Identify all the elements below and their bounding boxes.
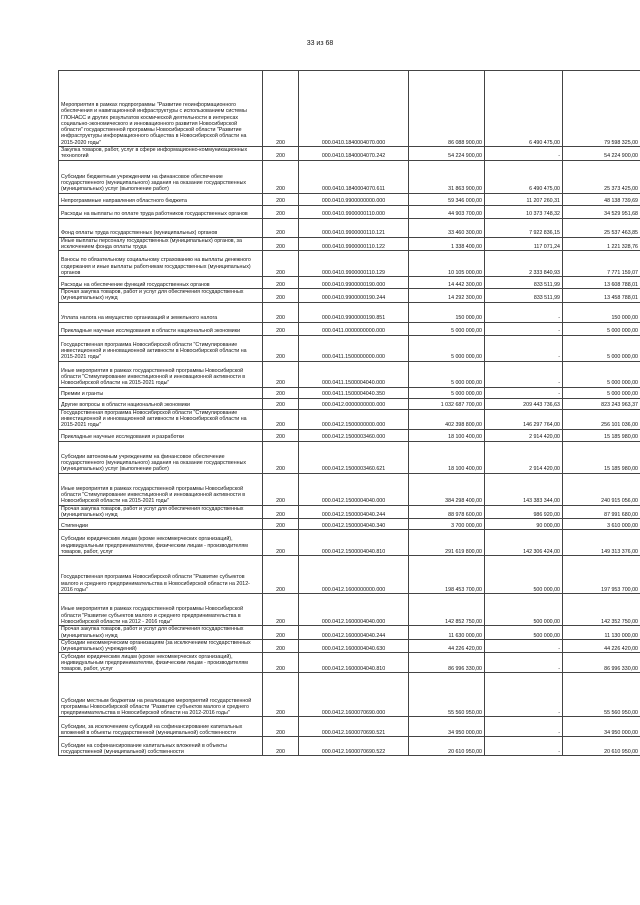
row-executed-amount: 833 511,99 [485, 277, 563, 289]
row-executed-amount: - [485, 639, 563, 653]
table-row [59, 218, 640, 237]
row-executed-amount: - [485, 302, 563, 322]
row-name: Взносы по обязательному социальному страхованию на выплаты денежного содержания и иные выплаты работникам государственных (муниципальных) органов [59, 251, 263, 277]
row-budget-code: 000.0410.9900000110.000 [299, 205, 409, 218]
row-remaining-amount: 240 915 056,00 [563, 473, 640, 505]
table-row [59, 398, 640, 409]
table-row [59, 639, 640, 653]
row-admin-code: 200 [263, 322, 299, 335]
row-budget-code: 000.0412.1600000000.000 [299, 556, 409, 594]
row-executed-amount: 6 490 475,00 [485, 160, 563, 193]
row-remaining-amount: 142 352 750,00 [563, 594, 640, 626]
row-admin-code: 200 [263, 71, 299, 147]
row-budget-code: 000.0410.9900000000.000 [299, 193, 409, 205]
row-name: Стипендии [59, 519, 263, 530]
row-name: Непрограммные направления областного бюджета [59, 193, 263, 205]
table-row [59, 530, 640, 556]
row-budget-code: 000.0410.1840004070.000 [299, 71, 409, 147]
row-admin-code: 200 [263, 335, 299, 361]
row-budget-code: 000.0412.1500003460.621 [299, 441, 409, 473]
table-row [59, 205, 640, 218]
row-executed-amount: - [485, 335, 563, 361]
row-approved-amount: 5 000 000,00 [409, 335, 485, 361]
row-budget-code: 000.0410.1840004070.611 [299, 160, 409, 193]
row-budget-code: 000.0412.1600070690.521 [299, 717, 409, 737]
row-remaining-amount: 48 138 739,69 [563, 193, 640, 205]
row-executed-amount: 209 443 736,63 [485, 398, 563, 409]
table-row [59, 302, 640, 322]
row-budget-code: 000.0410.1840004070.242 [299, 147, 409, 161]
row-name: Государственная программа Новосибирской области "Развитие субъектов малого и среднего предпринимательства в Новосибирской области на 2012-2016 годы" [59, 556, 263, 594]
row-approved-amount: 55 560 950,00 [409, 673, 485, 717]
row-budget-code: 000.0412.1500003460.000 [299, 429, 409, 441]
row-name: Субсидии местным бюджетам на реализацию мероприятий государственной программы Новосибирской области "Развитие субъектов малого и среднего предпринимательства в Новосибирской области на 2012-2016 годы" [59, 673, 263, 717]
row-name: Закупка товаров, работ, услуг в сфере информационно-коммуникационных технологий [59, 147, 263, 161]
table-row [59, 335, 640, 361]
row-remaining-amount: 5 000 000,00 [563, 322, 640, 335]
table-row [59, 387, 640, 398]
row-budget-code: 000.0412.1500004040.810 [299, 530, 409, 556]
row-admin-code: 200 [263, 218, 299, 237]
row-approved-amount: 31 863 900,00 [409, 160, 485, 193]
row-remaining-amount: 87 991 680,00 [563, 505, 640, 519]
table-row [59, 653, 640, 673]
row-approved-amount: 14 442 300,00 [409, 277, 485, 289]
row-admin-code: 200 [263, 639, 299, 653]
row-approved-amount: 5 000 000,00 [409, 322, 485, 335]
row-remaining-amount: 13 458 788,01 [563, 289, 640, 303]
row-executed-amount: 986 920,00 [485, 505, 563, 519]
row-remaining-amount: 44 226 420,00 [563, 639, 640, 653]
row-admin-code: 200 [263, 251, 299, 277]
row-admin-code: 200 [263, 717, 299, 737]
row-budget-code: 000.0412.1600004040.000 [299, 594, 409, 626]
row-approved-amount: 86 088 900,00 [409, 71, 485, 147]
row-remaining-amount: 20 610 950,00 [563, 737, 640, 756]
table-row [59, 556, 640, 594]
row-admin-code: 200 [263, 626, 299, 640]
row-executed-amount: - [485, 387, 563, 398]
row-budget-code: 000.0412.1600004040.244 [299, 626, 409, 640]
row-name: Другие вопросы в области национальной экономики [59, 398, 263, 409]
table-row [59, 717, 640, 737]
table-row [59, 441, 640, 473]
row-admin-code: 200 [263, 147, 299, 161]
row-approved-amount: 34 950 000,00 [409, 717, 485, 737]
table-row [59, 277, 640, 289]
row-budget-code: 000.0412.1600070690.000 [299, 673, 409, 717]
row-admin-code: 200 [263, 429, 299, 441]
table-row [59, 237, 640, 251]
row-approved-amount: 18 100 400,00 [409, 441, 485, 473]
row-budget-code: 000.0410.9900000110.129 [299, 251, 409, 277]
row-approved-amount: 20 610 950,00 [409, 737, 485, 756]
row-admin-code: 200 [263, 530, 299, 556]
row-admin-code: 200 [263, 205, 299, 218]
row-name: Субсидии автономным учреждениям на финансовое обеспечение государственного (муниципального) задания на оказание государственных (муниципальных) услуг (выполнение работ) [59, 441, 263, 473]
row-name: Иные выплаты персоналу государственных (муниципальных) органов, за исключением фонда оплаты труда [59, 237, 263, 251]
row-budget-code: 000.0411.1500004040.000 [299, 361, 409, 387]
row-remaining-amount: 197 953 700,00 [563, 556, 640, 594]
row-executed-amount: - [485, 361, 563, 387]
row-name: Субсидии на софинансирование капитальных вложений в объекты государственной (муниципальной) собственности [59, 737, 263, 756]
row-name: Субсидии некоммерческим организациям (за исключением государственных (муниципальных) учреждений) [59, 639, 263, 653]
row-remaining-amount: 3 610 000,00 [563, 519, 640, 530]
row-approved-amount: 5 000 000,00 [409, 361, 485, 387]
row-budget-code: 000.0412.1600004040.810 [299, 653, 409, 673]
row-approved-amount: 198 453 700,00 [409, 556, 485, 594]
table-row [59, 251, 640, 277]
row-remaining-amount: 150 000,00 [563, 302, 640, 322]
row-remaining-amount: 86 996 330,00 [563, 653, 640, 673]
row-executed-amount: 2 333 840,93 [485, 251, 563, 277]
row-approved-amount: 33 460 300,00 [409, 218, 485, 237]
table-row [59, 147, 640, 161]
table-row [59, 289, 640, 303]
row-admin-code: 200 [263, 302, 299, 322]
row-approved-amount: 150 000,00 [409, 302, 485, 322]
table-row [59, 429, 640, 441]
row-executed-amount: 6 490 475,00 [485, 71, 563, 147]
row-executed-amount: - [485, 717, 563, 737]
row-budget-code: 000.0412.1500004040.340 [299, 519, 409, 530]
row-budget-code: 000.0412.1500004040.000 [299, 473, 409, 505]
row-remaining-amount: 25 373 425,00 [563, 160, 640, 193]
row-admin-code: 200 [263, 441, 299, 473]
table-row [59, 361, 640, 387]
row-approved-amount: 11 630 000,00 [409, 626, 485, 640]
row-remaining-amount: 79 598 325,00 [563, 71, 640, 147]
row-remaining-amount: 149 313 376,00 [563, 530, 640, 556]
row-name: Мероприятия в рамках подпрограммы "Развитие геоинформационного обеспечения и навигационной инфраструктуры с использованием системы ГЛОНАСС и других результатов космической деятельности в интересах социально-экономического и инновационного развития Новосибирской области" государственной программы Новосибирской области "Развитие инфраструктуры информационного общества в Новосибирской области на 2015-2020 годы" [59, 71, 263, 147]
page-number: 33 из 68 [306, 40, 334, 47]
table-row [59, 673, 640, 717]
row-approved-amount: 10 105 000,00 [409, 251, 485, 277]
row-executed-amount: - [485, 737, 563, 756]
row-name: Уплата налога на имущество организаций и земельного налога [59, 302, 263, 322]
row-name: Иные мероприятия в рамках государственной программы Новосибирской области "Стимулирование инвестиционной и инновационной активности в Новосибирской области на 2015-2021 годы" [59, 473, 263, 505]
row-budget-code: 000.0412.0000000000.000 [299, 398, 409, 409]
row-admin-code: 200 [263, 398, 299, 409]
row-approved-amount: 18 100 400,00 [409, 429, 485, 441]
row-admin-code: 200 [263, 237, 299, 251]
row-budget-code: 000.0411.1500000000.000 [299, 335, 409, 361]
table-row [59, 71, 640, 147]
table-row [59, 737, 640, 756]
row-admin-code: 200 [263, 409, 299, 429]
row-budget-code: 000.0410.9900000190.000 [299, 277, 409, 289]
row-admin-code: 200 [263, 505, 299, 519]
row-admin-code: 200 [263, 653, 299, 673]
row-remaining-amount: 13 608 788,01 [563, 277, 640, 289]
row-admin-code: 200 [263, 361, 299, 387]
row-remaining-amount: 1 221 328,76 [563, 237, 640, 251]
row-admin-code: 200 [263, 193, 299, 205]
row-executed-amount: 2 914 420,00 [485, 441, 563, 473]
row-name: Премии и гранты [59, 387, 263, 398]
row-approved-amount: 54 224 900,00 [409, 147, 485, 161]
row-executed-amount: 146 297 764,00 [485, 409, 563, 429]
row-admin-code: 200 [263, 673, 299, 717]
row-approved-amount: 5 000 000,00 [409, 387, 485, 398]
row-budget-code: 000.0410.9900000190.851 [299, 302, 409, 322]
row-approved-amount: 1 338 400,00 [409, 237, 485, 251]
table-row [59, 473, 640, 505]
row-approved-amount: 402 398 800,00 [409, 409, 485, 429]
row-approved-amount: 86 996 330,00 [409, 653, 485, 673]
row-name: Государственная программа Новосибирской области "Стимулирование инвестиционной и инновационной активности в Новосибирской области на 2015-2021 годы" [59, 335, 263, 361]
row-remaining-amount: 256 101 036,00 [563, 409, 640, 429]
row-approved-amount: 291 619 800,00 [409, 530, 485, 556]
row-budget-code: 000.0412.1500004040.244 [299, 505, 409, 519]
row-executed-amount: 117 071,24 [485, 237, 563, 251]
table-row [59, 519, 640, 530]
row-remaining-amount: 54 224 900,00 [563, 147, 640, 161]
row-admin-code: 200 [263, 387, 299, 398]
row-executed-amount: 833 511,99 [485, 289, 563, 303]
row-budget-code: 000.0410.9900000110.121 [299, 218, 409, 237]
row-executed-amount: - [485, 653, 563, 673]
table-row [59, 626, 640, 640]
row-name: Иные мероприятия в рамках государственной программы Новосибирской области "Стимулирование инвестиционной и инновационной активности в Новосибирской области на 2015-2021 годы" [59, 361, 263, 387]
row-admin-code: 200 [263, 473, 299, 505]
row-admin-code: 200 [263, 594, 299, 626]
row-budget-code: 000.0410.9900000110.122 [299, 237, 409, 251]
row-executed-amount: 10 373 748,32 [485, 205, 563, 218]
row-remaining-amount: 15 185 980,00 [563, 441, 640, 473]
row-remaining-amount: 5 000 000,00 [563, 361, 640, 387]
row-approved-amount: 44 226 420,00 [409, 639, 485, 653]
row-budget-code: 000.0412.1500000000.000 [299, 409, 409, 429]
row-name: Субсидии юридическим лицам (кроме некоммерческих организаций), индивидуальным предпринимателям, физическим лицам - производителям товаров, работ, услуг [59, 653, 263, 673]
row-executed-amount: 500 000,00 [485, 594, 563, 626]
row-admin-code: 200 [263, 519, 299, 530]
table-row [59, 594, 640, 626]
table-row [59, 322, 640, 335]
row-remaining-amount: 11 130 000,00 [563, 626, 640, 640]
row-name: Субсидии юридическим лицам (кроме некоммерческих организаций), индивидуальным предпринимателям, физическим лицам - производителям товаров, работ, услуг [59, 530, 263, 556]
table-row [59, 409, 640, 429]
row-executed-amount: - [485, 673, 563, 717]
row-name: Государственная программа Новосибирской области "Стимулирование инвестиционной и инновационной активности в Новосибирской области на 2015-2021 годы" [59, 409, 263, 429]
table-row [59, 193, 640, 205]
row-admin-code: 200 [263, 737, 299, 756]
row-remaining-amount: 823 243 963,37 [563, 398, 640, 409]
row-approved-amount: 88 978 600,00 [409, 505, 485, 519]
budget-table [58, 70, 640, 756]
row-approved-amount: 1 032 687 700,00 [409, 398, 485, 409]
row-name: Фонд оплаты труда государственных (муниципальных) органов [59, 218, 263, 237]
table-row [59, 505, 640, 519]
row-executed-amount: 500 000,00 [485, 626, 563, 640]
row-name: Субсидии, за исключением субсидий на софинансирование капитальных вложений в объекты государственной (муниципальной) собственности [59, 717, 263, 737]
row-remaining-amount: 5 000 000,00 [563, 387, 640, 398]
row-remaining-amount: 34 950 000,00 [563, 717, 640, 737]
row-executed-amount: 2 914 420,00 [485, 429, 563, 441]
row-executed-amount: 500 000,00 [485, 556, 563, 594]
row-remaining-amount: 25 537 463,85 [563, 218, 640, 237]
row-remaining-amount: 55 560 950,00 [563, 673, 640, 717]
row-remaining-amount: 7 771 159,07 [563, 251, 640, 277]
row-name: Прочая закупка товаров, работ и услуг для обеспечения государственных (муниципальных) нужд [59, 626, 263, 640]
row-executed-amount: 90 000,00 [485, 519, 563, 530]
row-approved-amount: 142 852 750,00 [409, 594, 485, 626]
row-name: Прикладные научные исследования в области национальной экономики [59, 322, 263, 335]
row-approved-amount: 14 292 300,00 [409, 289, 485, 303]
row-executed-amount: 7 922 836,15 [485, 218, 563, 237]
row-admin-code: 200 [263, 160, 299, 193]
row-budget-code: 000.0411.0000000000.000 [299, 322, 409, 335]
row-remaining-amount: 34 529 951,68 [563, 205, 640, 218]
row-admin-code: 200 [263, 289, 299, 303]
row-executed-amount: 142 306 424,00 [485, 530, 563, 556]
row-executed-amount: - [485, 147, 563, 161]
row-remaining-amount: 15 185 980,00 [563, 429, 640, 441]
row-name: Иные мероприятия в рамках государственной программы Новосибирской области "Развитие субъектов малого и среднего предпринимательства в Новосибирской области на 2012 - 2016 годы" [59, 594, 263, 626]
row-executed-amount: 11 207 260,31 [485, 193, 563, 205]
row-approved-amount: 44 903 700,00 [409, 205, 485, 218]
row-remaining-amount: 5 000 000,00 [563, 335, 640, 361]
row-approved-amount: 59 346 000,00 [409, 193, 485, 205]
row-name: Расходы на выплаты по оплате труда работников государственных органов [59, 205, 263, 218]
table-row [59, 160, 640, 193]
row-executed-amount: - [485, 322, 563, 335]
row-name: Прикладные научные исследования и разработки [59, 429, 263, 441]
row-budget-code: 000.0411.1500004040.350 [299, 387, 409, 398]
row-budget-code: 000.0412.1600070690.522 [299, 737, 409, 756]
row-name: Расходы на обеспечение функций государственных органов [59, 277, 263, 289]
row-name: Субсидии бюджетным учреждениям на финансовое обеспечение государственного (муниципального) задания на оказание государственных (муниципальных) услуг (выполнение работ) [59, 160, 263, 193]
row-budget-code: 000.0412.1600004040.630 [299, 639, 409, 653]
row-admin-code: 200 [263, 277, 299, 289]
row-name: Прочая закупка товаров, работ и услуг для обеспечения государственных (муниципальных) нужд [59, 505, 263, 519]
row-approved-amount: 3 700 000,00 [409, 519, 485, 530]
row-admin-code: 200 [263, 556, 299, 594]
row-approved-amount: 384 298 400,00 [409, 473, 485, 505]
row-executed-amount: 143 383 344,00 [485, 473, 563, 505]
row-name: Прочая закупка товаров, работ и услуг для обеспечения государственных (муниципальных) нужд [59, 289, 263, 303]
row-budget-code: 000.0410.9900000190.244 [299, 289, 409, 303]
